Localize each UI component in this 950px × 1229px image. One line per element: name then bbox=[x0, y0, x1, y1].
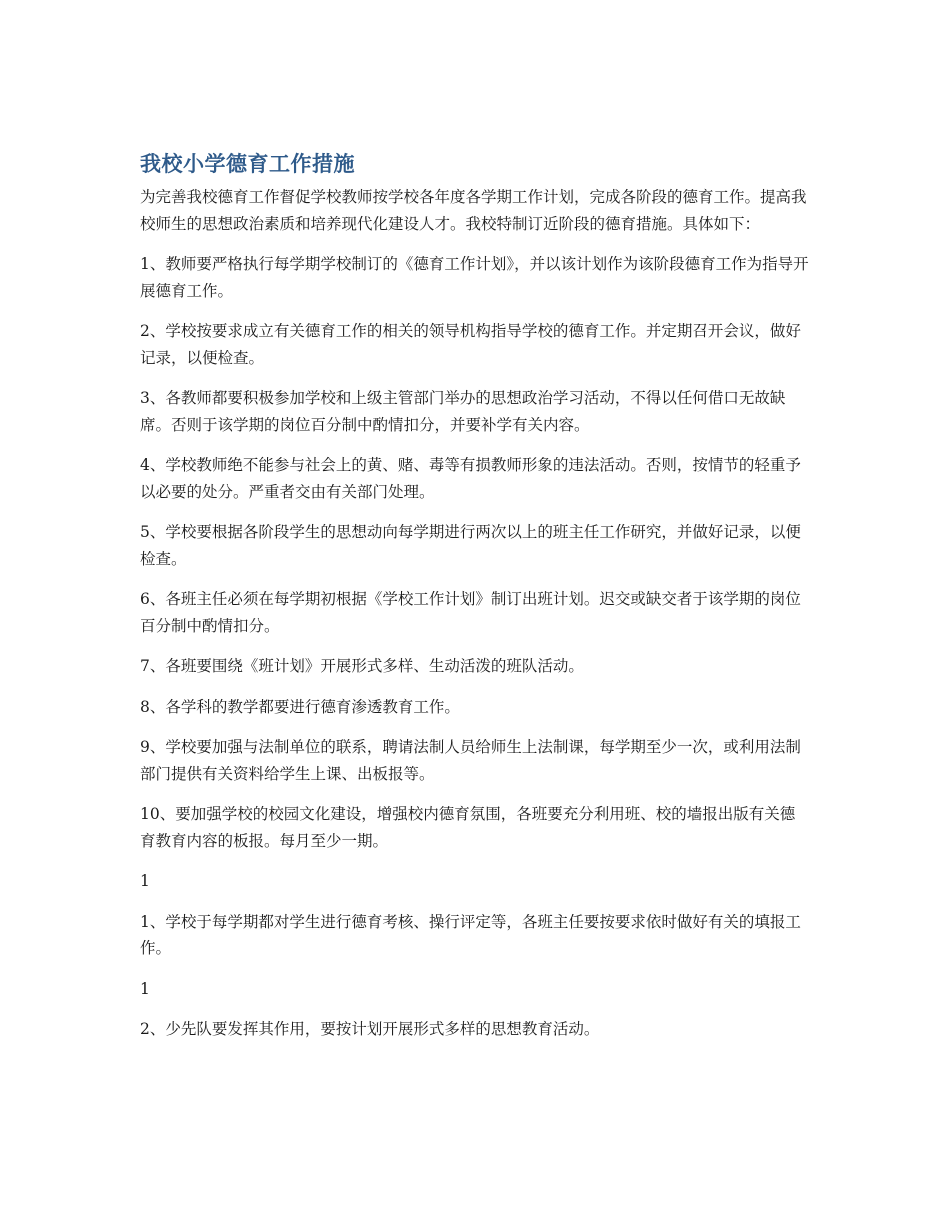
measure-item-7: 7、各班要围绕《班计划》开展形式多样、生动活泼的班队活动。 bbox=[140, 657, 584, 675]
measure-item-10: 10、要加强学校的校园文化建设，增强校内德育氛围，各班要充分利用班、校的墙报出版有关德育教育内容的板报。每月至少一期。 bbox=[140, 805, 796, 850]
measure-item-4: 4、学校教师绝不能参与社会上的黄、赌、毒等有损教师形象的违法活动。否则，按情节的轻重予以必要的处分。严重者交由有关部门处理。 bbox=[140, 456, 801, 501]
measure-item-1: 1、教师要严格执行每学期学校制订的《德育工作计划》，并以该计划作为该阶段德育工作为指导开展德育工作。 bbox=[140, 255, 809, 300]
intro-paragraph: 为完善我校德育工作督促学校教师按学校各年度各学期工作计划，完成各阶段的德育工作。提高我校师生的思想政治素质和培养现代化建设人才。我校特制订近阶段的德育措施。具体如下： bbox=[140, 188, 807, 233]
section-marker-1: 1 bbox=[140, 872, 150, 890]
student-item-1: 1、学校于每学期都对学生进行德育考核、操行评定等，各班主任要按要求依时做好有关的填报工作。 bbox=[140, 912, 801, 957]
measure-item-8: 8、各学科的教学都要进行德育渗透教育工作。 bbox=[140, 697, 460, 716]
measure-item-9: 9、学校要加强与法制单位的联系，聘请法制人员给师生上法制课，每学期至少一次，或利用法制部门提供有关资料给学生上课、出板报等。 bbox=[140, 738, 801, 783]
measure-item-3: 3、各教师都要积极参加学校和上级主管部门举办的思想政治学习活动，不得以任何借口无故缺席。否则于该学期的岗位百分制中酌情扣分，并要补学有关内容。 bbox=[140, 389, 786, 434]
document-title: 我校小学德育工作措施 bbox=[140, 152, 355, 176]
section-marker-2: 1 bbox=[140, 979, 150, 998]
student-item-2: 2、少先队要发挥其作用，要按计划开展形式多样的思想教育活动。 bbox=[140, 1020, 600, 1038]
measure-item-6: 6、各班主任必须在每学期初根据《学校工作计划》制订出班计划。迟交或缺交者于该学期的岗位百分制中酌情扣分。 bbox=[140, 590, 801, 635]
document-body bbox=[140, 150, 810, 1057]
measure-item-2: 2、学校按要求成立有关德育工作的相关的领导机构指导学校的德育工作。并定期召开会议，做好记录，以便检查。 bbox=[140, 322, 801, 367]
measure-item-5: 5、学校要根据各阶段学生的思想动向每学期进行两次以上的班主任工作研究，并做好记录，以便检查。 bbox=[140, 523, 801, 568]
